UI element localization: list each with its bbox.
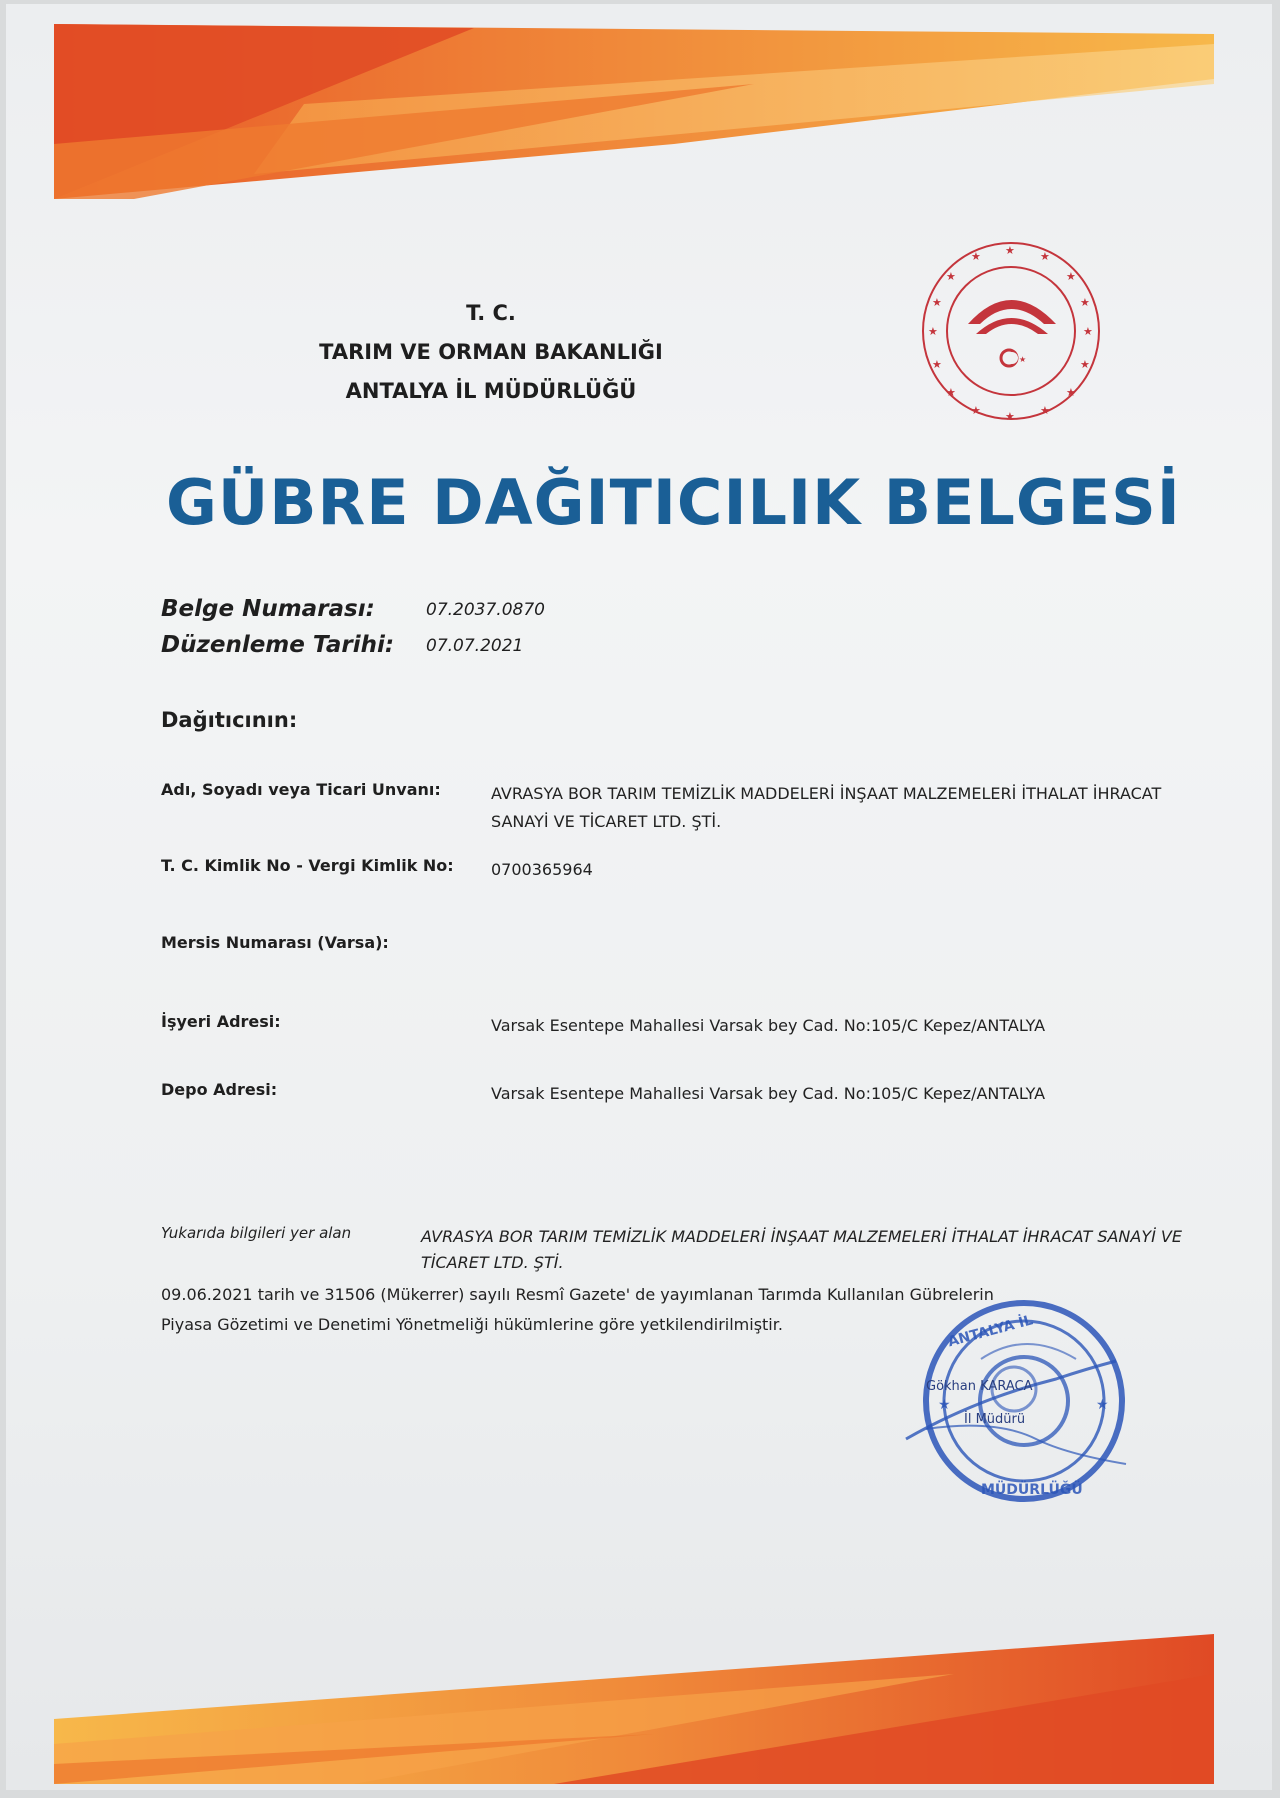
tax-id-value: 0700365964: [491, 860, 593, 879]
svg-text:★: ★: [946, 270, 956, 283]
distributor-name-value: AVRASYA BOR TARIM TEMİZLİK MADDELERİ İNŞAAT MALZEMELERİ İTHALAT İHRACAT SANAYİ VE TİCARET LTD. ŞTİ.: [491, 784, 1162, 831]
svg-text:★: ★: [932, 358, 942, 371]
svg-text:★: ★: [1040, 404, 1050, 417]
issue-date-value: 07.07.2021: [426, 636, 524, 656]
svg-text:★: ★: [1066, 270, 1076, 283]
header-line-directorate: ANTALYA İL MÜDÜRLÜĞÜ: [345, 379, 637, 403]
issue-date-label: Düzenleme Tarihi:: [161, 632, 395, 658]
certification-company: AVRASYA BOR TARIM TEMİZLİK MADDELERİ İNŞAAT MALZEMELERİ İTHALAT İHRACAT SANAYİ VE TİCARET LTD. ŞTİ.: [421, 1227, 1182, 1272]
svg-text:MÜDÜRLÜĞÜ: MÜDÜRLÜĞÜ: [981, 1482, 1083, 1498]
svg-text:★: ★: [1019, 355, 1027, 364]
svg-text:ANTALYA İL: ANTALYA İL: [946, 1312, 1035, 1351]
tax-id-label: T. C. Kimlik No - Vergi Kimlik No:: [161, 856, 454, 875]
svg-text:★: ★: [1005, 244, 1015, 257]
svg-text:★: ★: [1066, 386, 1076, 399]
svg-text:★: ★: [1005, 410, 1015, 423]
warehouse-address-label: Depo Adresi:: [161, 1080, 278, 1099]
svg-text:★: ★: [1096, 1397, 1109, 1413]
header-line-tc: T. C.: [466, 301, 516, 325]
mersis-label: Mersis Numarası (Varsa):: [161, 933, 389, 952]
svg-text:★: ★: [946, 386, 956, 399]
document-number-label: Belge Numarası:: [161, 596, 375, 622]
certificate-title: GÜBRE DAĞITICILIK BELGESİ: [166, 466, 1181, 539]
distributor-name-label: Adı, Soyadı veya Ticari Unvanı:: [161, 780, 441, 799]
certificate-page: [6, 4, 1272, 1790]
svg-text:★: ★: [1040, 250, 1050, 263]
bottom-decorative-banner: [54, 1634, 1214, 1784]
signatory-name: Gökhan KARACA: [926, 1379, 1033, 1394]
svg-text:★: ★: [971, 404, 981, 417]
workplace-address-value: Varsak Esentepe Mahallesi Varsak bey Cad. No:105/C Kepez/ANTALYA: [491, 1016, 1046, 1035]
svg-text:★: ★: [1080, 358, 1090, 371]
certification-line-1: 09.06.2021 tarih ve 31506 (Mükerrer) sayılı Resmî Gazete' de yayımlanan Tarımda Kullanılan Gübrelerin: [161, 1285, 994, 1304]
svg-text:★: ★: [971, 250, 981, 263]
certification-intro: Yukarıda bilgileri yer alan: [161, 1224, 352, 1242]
header-line-ministry: TARIM VE ORMAN BAKANLIĞI: [319, 340, 663, 364]
svg-text:★: ★: [938, 1397, 951, 1413]
top-decorative-banner: [54, 24, 1214, 199]
svg-text:★: ★: [928, 325, 938, 338]
issuing-authority: [256, 294, 726, 411]
workplace-address-label: İşyeri Adresi:: [161, 1012, 281, 1031]
warehouse-address-value: Varsak Esentepe Mahallesi Varsak bey Cad. No:105/C Kepez/ANTALYA: [491, 1084, 1046, 1103]
svg-text:★: ★: [932, 296, 942, 309]
certification-line-2: Piyasa Gözetimi ve Denetimi Yönetmeliği hükümlerine göre yetkilendirilmiştir.: [161, 1315, 783, 1334]
official-stamp: [886, 1289, 1146, 1514]
distributor-section-heading: Dağıtıcının:: [161, 708, 298, 732]
ministry-seal-logo: [916, 236, 1106, 426]
document-number-value: 07.2037.0870: [426, 600, 545, 620]
signatory-title: İl Müdürü: [964, 1412, 1026, 1427]
svg-text:★: ★: [1080, 296, 1090, 309]
svg-text:★: ★: [1083, 325, 1093, 338]
